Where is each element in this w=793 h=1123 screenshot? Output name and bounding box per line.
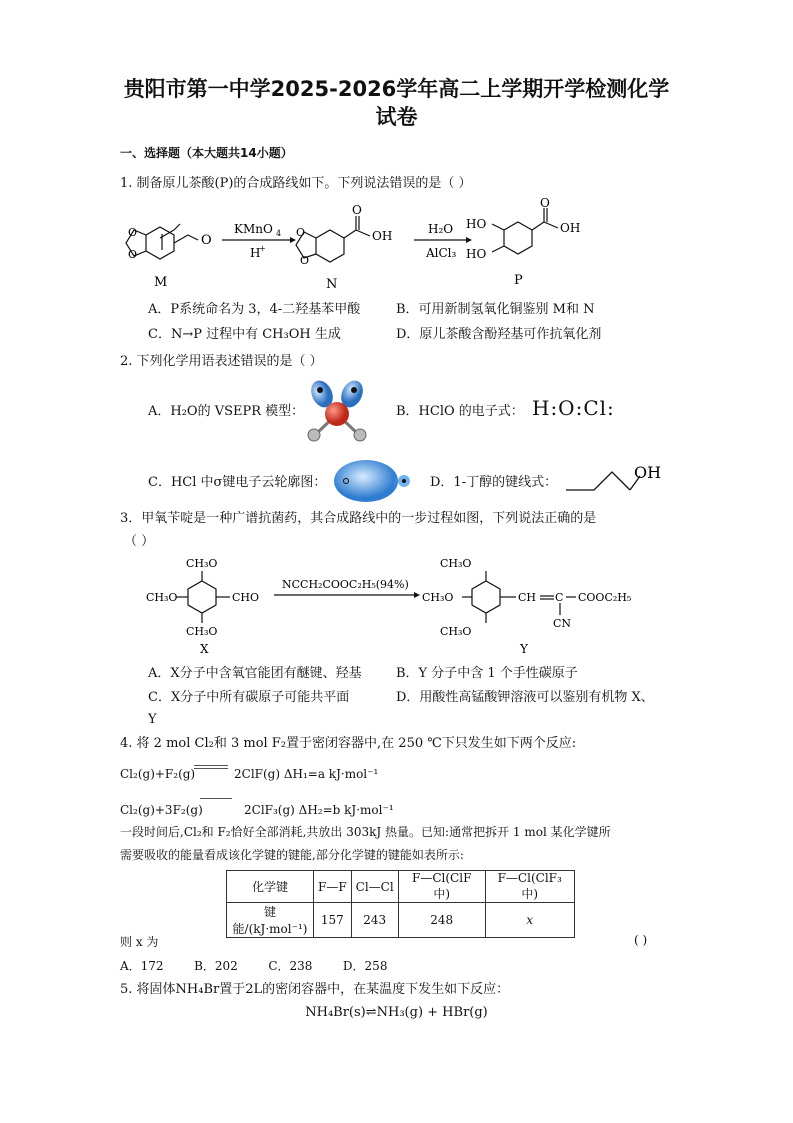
reagent-kmno4: KMnO (234, 222, 273, 236)
q2-option-d[interactable]: D．1-丁醇的键线式： (430, 475, 558, 490)
reagent-h: H (250, 246, 261, 260)
y-och3-top: CH₃O (440, 557, 472, 570)
vsepr-model-image (300, 378, 374, 446)
n-oh: OH (372, 229, 393, 243)
p-ho-2: HO (466, 247, 487, 261)
bond-energy-table (226, 870, 575, 938)
question-4-stem: 4. 将 2 mol Cl₂和 3 mol F₂置于密闭容器中,在 250 ℃下只发生如下两个反应: (120, 736, 577, 751)
y-cn: CN (553, 617, 572, 630)
equals-sign-2 (200, 798, 232, 799)
x-och3-top: CH₃O (186, 557, 218, 570)
y-och3-bottom: CH₃O (440, 625, 472, 638)
n-o1: O (296, 226, 306, 239)
q3-option-d-cont: Y (148, 712, 157, 727)
q4-ask: 则 x 为 (120, 935, 159, 949)
q1-option-a[interactable]: A．P系统命名为 3，4-二羟基苯甲酸 (148, 302, 361, 317)
reaction-2-left: Cl₂(g)+3F₂(g) (120, 803, 203, 817)
m-oxygen: O (201, 233, 212, 248)
question-3-paren: （ ） (124, 534, 155, 549)
equals-sign-1 (194, 765, 228, 769)
label-y: Y (520, 642, 528, 656)
q2-option-c[interactable]: C．HCl 中σ键电子云轮廓图： (148, 475, 327, 490)
q4-options[interactable]: A．172 B．202 C．238 D．258 (120, 959, 388, 973)
table-cell: x (485, 903, 574, 938)
x-cho: CHO (232, 591, 260, 604)
question-1-stem: 1. 制备原儿茶酸(P)的合成路线如下。下列说法错误的是（ ） (120, 176, 472, 191)
q3-option-d[interactable]: D．用酸性高锰酸钾溶液可以鉴别有机物 X、 (396, 690, 654, 705)
y-c: C (555, 591, 564, 604)
table-header-cell: F—Cl(ClF₃ 中) (485, 871, 574, 903)
x-och3-bottom: CH₃O (186, 625, 218, 638)
reagent-ncch2cooc2h5: NCCH₂COOC₂H₅(94%) (282, 578, 409, 591)
table-header-cell: F—Cl(ClF 中) (398, 871, 485, 903)
table-cell: 157 (314, 903, 352, 938)
x-och3-mid: CH₃O (146, 591, 178, 604)
hclo-electron-formula: H:O:Cl: (532, 396, 615, 420)
q1-option-d[interactable]: D．原儿茶酸含酚羟基可作抗氧化剂 (396, 327, 602, 342)
table-header-cell: 化学键 (227, 871, 314, 903)
table-cell: 248 (398, 903, 485, 938)
molecule-p (492, 208, 558, 254)
table-cell: 键能/(kJ·mol⁻¹) (227, 903, 314, 938)
table-header-cell: Cl—Cl (351, 871, 398, 903)
reaction-1-left: Cl₂(g)+F₂(g) (120, 767, 196, 781)
label-x: X (200, 642, 209, 656)
q4-text-2: 需要吸收的能量看成该化学键的键能,部分化学键的键能如表所示: (120, 848, 464, 862)
section-heading: 一、选择题（本大题共14小题） (120, 146, 293, 160)
table-header-row (227, 871, 575, 903)
sigma-bond-cloud-image (332, 458, 416, 504)
page-title: 贵阳市第一中学2025-2026学年高二上学期开学检测化学 (123, 77, 670, 101)
q5-equation: NH₄Br(s)⇌NH₃(g) + HBr(g) (305, 1005, 488, 1020)
q4-text-1: 一段时间后,Cl₂和 F₂恰好全部消耗,共放出 303kJ 热量。已知:通常把拆开 1 mol 某化学键所 (120, 825, 611, 839)
q4-answer-paren: ( ) (634, 933, 648, 947)
reaction-2-right: 2ClF₃(g) ΔH₂=b kJ·mol⁻¹ (244, 803, 394, 817)
m-o1: O (128, 226, 138, 239)
reagent-kmno4-sub: 4 (276, 229, 282, 238)
question-5-stem: 5. 将固体NH₄Br置于2L的密闭容器中，在某温度下发生如下反应： (120, 982, 510, 997)
n-carbonyl-o: O (352, 203, 362, 217)
q3-option-a[interactable]: A．X分子中含氧官能团有醚键、羟基 (148, 666, 362, 681)
y-ch: CH (518, 591, 537, 604)
q3-option-b[interactable]: B．Y 分子中含 1 个手性碳原子 (396, 666, 578, 681)
y-cooc2h5: COOC₂H₅ (578, 591, 632, 604)
reaction-1-right: 2ClF(g) ΔH₁=a kJ·mol⁻¹ (234, 767, 379, 781)
butanol-skeletal-formula (562, 462, 662, 496)
m-o2: O (128, 248, 138, 261)
label-p: P (514, 273, 523, 288)
p-carbonyl-o: O (540, 198, 550, 210)
table-row (227, 903, 575, 938)
oh-label: OH (634, 463, 662, 482)
q1-synthesis-scheme (118, 198, 618, 296)
q1-option-b[interactable]: B．可用新制氢氧化铜鉴别 M和 N (396, 302, 595, 317)
table-cell: 243 (351, 903, 398, 938)
q2-option-b[interactable]: B．HClO 的电子式： (396, 404, 524, 419)
p-ho-1: HO (466, 217, 487, 231)
p-oh: OH (560, 221, 581, 235)
reagent-h-sup: + (259, 244, 266, 253)
arrow-head-2 (466, 237, 472, 243)
n-o2: O (300, 254, 310, 267)
page-title-line2: 试卷 (375, 105, 418, 129)
y-och3-mid: CH₃O (422, 591, 454, 604)
reagent-h2o: H₂O (428, 222, 454, 236)
label-n: N (326, 277, 338, 292)
q3-synthesis-scheme (140, 555, 660, 660)
question-2-stem: 2. 下列化学用语表述错误的是（ ） (120, 354, 323, 369)
table-header-cell: F—F (314, 871, 352, 903)
label-m: M (154, 275, 168, 290)
q2-option-a[interactable]: A．H₂O的 VSEPR 模型： (148, 404, 305, 419)
q3-option-c[interactable]: C．X分子中所有碳原子可能共平面 (148, 690, 350, 705)
reagent-alcl3: AlCl₃ (426, 246, 457, 260)
question-3-stem: 3．甲氧苄啶是一种广谱抗菌药，其合成路线中的一步过程如图，下列说法正确的是 (120, 511, 597, 526)
q1-option-c[interactable]: C．N→P 过程中有 CH₃OH 生成 (148, 327, 341, 342)
